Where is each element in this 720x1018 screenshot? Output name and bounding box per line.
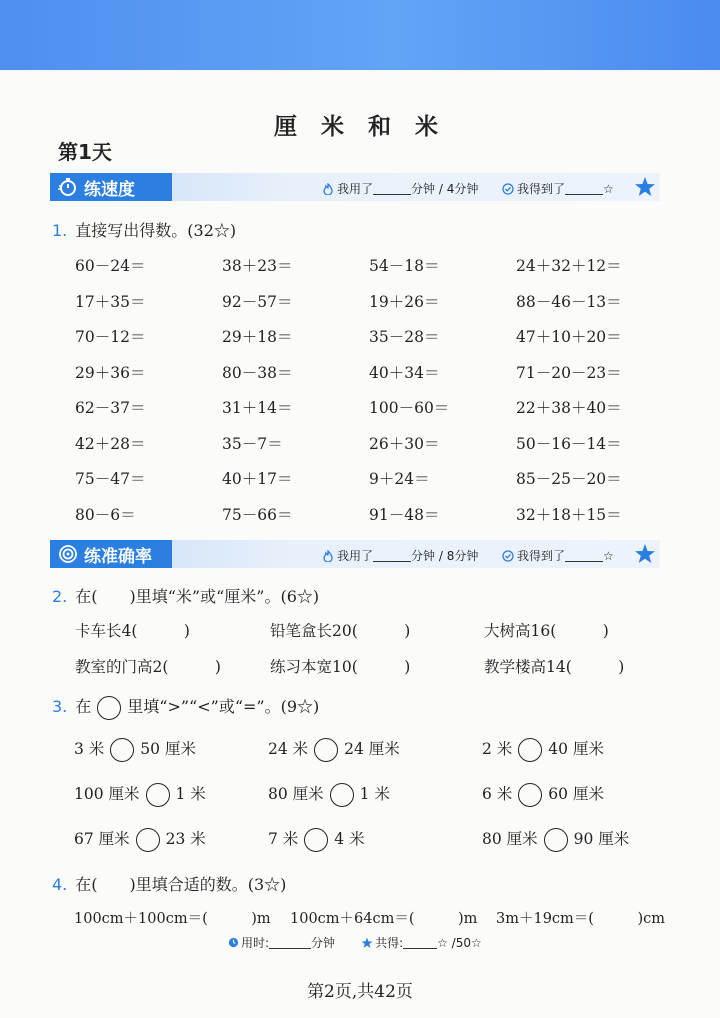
score-prefix: 我得到了 bbox=[517, 182, 566, 196]
conversion-item[interactable]: 3m＋19cm＝( )cm bbox=[496, 911, 665, 927]
time-used-prefix: 我用了 bbox=[337, 182, 374, 196]
star-badge-icon bbox=[634, 176, 656, 198]
question-4-title bbox=[52, 872, 286, 895]
unit-fill-item[interactable]: 卡车长4( ) bbox=[75, 622, 190, 640]
comparison-right: 1 米 bbox=[359, 785, 390, 803]
time-used-suffix: 分钟 / 4分钟 bbox=[411, 182, 479, 196]
page-number: 第2页,共42页 bbox=[307, 982, 413, 1002]
compare-circle[interactable] bbox=[146, 783, 170, 807]
arithmetic-problem[interactable]: 92－57＝ bbox=[222, 292, 293, 311]
comparison-item bbox=[268, 782, 390, 807]
arithmetic-problem[interactable]: 54－18＝ bbox=[369, 257, 440, 275]
comparison-item bbox=[482, 782, 604, 807]
score-suffix-2: ☆ bbox=[603, 548, 614, 563]
page-title: 厘 米 和 米 bbox=[273, 114, 447, 140]
arithmetic-problem[interactable]: 85－25－20＝ bbox=[516, 470, 622, 488]
flame-icon bbox=[322, 183, 334, 195]
comparison-right: 50 厘米 bbox=[140, 740, 196, 758]
arithmetic-problem[interactable]: 31＋14＝ bbox=[222, 399, 293, 417]
day-label: 第1天 bbox=[58, 140, 112, 164]
arithmetic-problem[interactable]: 60－24＝ bbox=[75, 257, 146, 275]
check-circle-icon bbox=[502, 183, 514, 195]
arithmetic-problem[interactable]: 100－60＝ bbox=[369, 399, 450, 417]
arithmetic-problem[interactable]: 75－47＝ bbox=[75, 470, 146, 488]
footer-time-unit: 分钟 bbox=[311, 936, 336, 950]
score-prefix-2: 我得到了 bbox=[517, 549, 566, 563]
compare-circle-sample bbox=[97, 696, 121, 720]
section-accuracy-tag bbox=[50, 540, 172, 568]
target-icon bbox=[58, 544, 78, 564]
footer-summary bbox=[228, 934, 482, 951]
section-accuracy-bar bbox=[50, 540, 660, 568]
arithmetic-problem[interactable]: 24＋32＋12＝ bbox=[516, 257, 622, 275]
score-suffix: ☆ bbox=[603, 181, 614, 196]
comparison-left: 100 厘米 bbox=[74, 785, 140, 803]
footer-time-blank[interactable] bbox=[269, 936, 311, 949]
compare-circle[interactable] bbox=[110, 738, 134, 762]
comparison-item bbox=[482, 827, 629, 852]
comparison-right: 60 厘米 bbox=[548, 785, 604, 803]
compare-circle[interactable] bbox=[518, 738, 542, 762]
arithmetic-problem[interactable]: 91－48＝ bbox=[369, 505, 440, 524]
arithmetic-problem[interactable]: 71－20－23＝ bbox=[516, 363, 622, 382]
top-banner bbox=[0, 0, 720, 70]
time-used-blank[interactable] bbox=[373, 182, 411, 195]
arithmetic-problem[interactable]: 29＋18＝ bbox=[222, 328, 293, 346]
section-accuracy-label: 练准确率 bbox=[84, 546, 152, 567]
comparison-item bbox=[74, 737, 196, 762]
arithmetic-problem[interactable]: 80－38＝ bbox=[222, 363, 293, 382]
arithmetic-problem[interactable]: 35－28＝ bbox=[369, 328, 440, 346]
arithmetic-problem[interactable]: 80－6＝ bbox=[75, 505, 136, 524]
unit-fill-item[interactable]: 教学楼高14( ) bbox=[484, 658, 625, 676]
unit-fill-item[interactable]: 大树高16( ) bbox=[484, 622, 609, 640]
comparison-right: 40 厘米 bbox=[548, 740, 604, 758]
comparison-right: 90 厘米 bbox=[573, 830, 630, 848]
compare-circle[interactable] bbox=[330, 783, 354, 807]
arithmetic-problem[interactable]: 62－37＝ bbox=[75, 399, 146, 417]
question-2-text: 在( )里填“米”或“厘米”。(6☆) bbox=[75, 587, 320, 606]
comparison-left: 7 米 bbox=[268, 830, 299, 848]
score-info-2 bbox=[502, 547, 614, 564]
arithmetic-problem[interactable]: 26＋30＝ bbox=[369, 434, 440, 453]
question-1-number: 1. bbox=[52, 221, 68, 240]
time-used-info-2 bbox=[322, 547, 478, 564]
arithmetic-problem[interactable]: 35－7＝ bbox=[222, 434, 283, 453]
comparison-left: 24 米 bbox=[268, 740, 309, 758]
arithmetic-problem[interactable]: 47＋10＋20＝ bbox=[516, 328, 622, 346]
arithmetic-problem[interactable]: 40＋17＝ bbox=[222, 470, 293, 488]
arithmetic-problem[interactable]: 22＋38＋40＝ bbox=[516, 399, 622, 417]
comparison-item bbox=[74, 782, 206, 807]
compare-circle[interactable] bbox=[544, 828, 568, 852]
comparison-left: 67 厘米 bbox=[74, 830, 130, 848]
star-badge-icon bbox=[634, 543, 656, 565]
flame-icon bbox=[322, 550, 334, 562]
arithmetic-problem[interactable]: 40＋34＝ bbox=[369, 363, 440, 382]
question-3-text-before: 在 bbox=[75, 697, 92, 716]
section-speed-tag bbox=[50, 173, 172, 201]
comparison-left: 2 米 bbox=[482, 740, 513, 758]
compare-circle[interactable] bbox=[314, 738, 338, 762]
footer-time-label: 用时: bbox=[241, 936, 270, 950]
clock-icon bbox=[228, 937, 239, 948]
stopwatch-icon bbox=[58, 177, 78, 197]
time-used-prefix-2: 我用了 bbox=[337, 549, 374, 563]
comparison-item bbox=[268, 737, 400, 762]
question-4-text: 在( )里填合适的数。(3☆) bbox=[75, 875, 287, 894]
arithmetic-problem[interactable]: 32＋18＋15＝ bbox=[516, 505, 622, 524]
star-icon bbox=[361, 937, 373, 949]
arithmetic-problem[interactable]: 38＋23＝ bbox=[222, 257, 293, 275]
arithmetic-problem[interactable]: 88－46－13＝ bbox=[516, 292, 622, 311]
score-info bbox=[502, 180, 614, 197]
comparison-left: 3 米 bbox=[74, 740, 105, 758]
arithmetic-problem[interactable]: 75－66＝ bbox=[222, 505, 293, 524]
question-1-text: 直接写出得数。(32☆) bbox=[75, 221, 237, 240]
score-blank[interactable] bbox=[565, 182, 603, 195]
comparison-right: 24 厘米 bbox=[344, 740, 400, 758]
compare-circle[interactable] bbox=[304, 828, 328, 852]
question-3-title bbox=[52, 694, 319, 720]
section-speed-label: 练速度 bbox=[84, 179, 135, 200]
comparison-item bbox=[74, 827, 206, 852]
time-used-info bbox=[322, 180, 478, 197]
question-1-title bbox=[52, 218, 236, 241]
time-used-blank-2[interactable] bbox=[373, 549, 411, 562]
question-2-number: 2. bbox=[52, 587, 68, 606]
arithmetic-problem[interactable]: 17＋35＝ bbox=[75, 292, 146, 311]
conversion-item[interactable]: 100cm＋64cm＝( )m bbox=[290, 911, 478, 927]
arithmetic-problem[interactable]: 50－16－14＝ bbox=[516, 434, 622, 453]
footer-total-blank[interactable] bbox=[403, 936, 437, 949]
compare-circle[interactable] bbox=[518, 783, 542, 807]
arithmetic-problem[interactable]: 9＋24＝ bbox=[369, 470, 430, 488]
comparison-left: 80 厘米 bbox=[268, 785, 324, 803]
comparison-right: 23 米 bbox=[165, 830, 206, 848]
check-circle-icon bbox=[502, 550, 514, 562]
time-used-suffix-2: 分钟 / 8分钟 bbox=[411, 549, 479, 563]
conversion-item[interactable]: 100cm＋100cm＝( )m bbox=[74, 911, 271, 927]
score-blank-2[interactable] bbox=[565, 549, 603, 562]
compare-circle[interactable] bbox=[136, 828, 160, 852]
footer-total-suffix: ☆ /50☆ bbox=[437, 935, 482, 950]
comparison-right: 4 米 bbox=[334, 830, 365, 848]
section-speed-bar bbox=[50, 173, 660, 201]
question-4-number: 4. bbox=[52, 875, 68, 894]
arithmetic-problem[interactable]: 70－12＝ bbox=[75, 328, 146, 346]
unit-fill-item[interactable]: 铅笔盒长20( ) bbox=[270, 622, 411, 640]
question-3-number: 3. bbox=[52, 697, 68, 716]
arithmetic-problem[interactable]: 19＋26＝ bbox=[369, 292, 440, 311]
arithmetic-problem[interactable]: 29＋36＝ bbox=[75, 363, 146, 382]
comparison-left: 6 米 bbox=[482, 785, 513, 803]
comparison-right: 1 米 bbox=[175, 785, 206, 803]
footer-total-label: 共得: bbox=[375, 936, 404, 950]
arithmetic-problem[interactable]: 42＋28＝ bbox=[75, 434, 146, 453]
comparison-item bbox=[268, 827, 365, 852]
unit-fill-item[interactable]: 教室的门高2( ) bbox=[75, 658, 221, 676]
unit-fill-item[interactable]: 练习本宽10( ) bbox=[270, 658, 411, 676]
question-2-title bbox=[52, 584, 319, 607]
comparison-item bbox=[482, 737, 604, 762]
comparison-left: 80 厘米 bbox=[482, 830, 538, 848]
question-3-text-after: 里填“>”“<”或“=”。(9☆) bbox=[127, 697, 320, 716]
